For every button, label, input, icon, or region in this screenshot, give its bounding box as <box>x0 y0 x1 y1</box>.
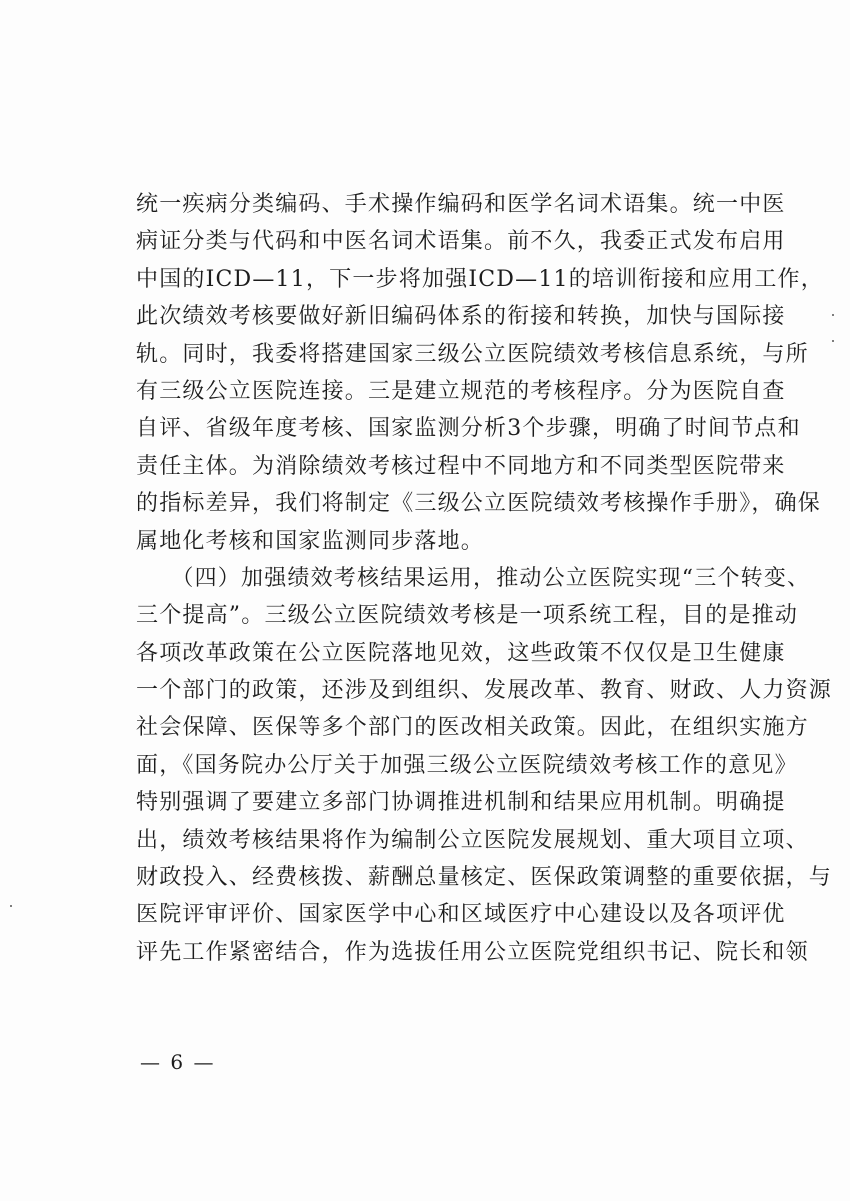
text-line: 三个提高”。三级公立医院绩效考核是一项系统工程，目的是推动 <box>136 603 799 629</box>
text-line: 此次绩效考核要做好新旧编码体系的衔接和转换，加快与国际接 <box>136 304 786 330</box>
text-line: 一个部门的政策，还涉及到组织、发展改革、教育、财政、人力资源 <box>136 678 833 704</box>
text-line: 出，绩效考核结果将作为编制公立医院发展规划、重大项目立项、 <box>136 827 809 853</box>
text-line-section-heading: （四）加强绩效考核结果运用，推动公立医院实现“三个转变、 <box>136 565 811 591</box>
text-line: 特别强调了要建立多部门协调推进机制和结果应用机制。明确提 <box>136 790 786 816</box>
text-line: 中国的ICD—11，下一步将加强ICD—11的培训衔接和应用工作， <box>136 266 824 292</box>
text-line: 有三级公立医院连接。三是建立规范的考核程序。分为医院自查 <box>136 378 786 404</box>
text-line: 自评、省级年度考核、国家监测分析3个步骤，明确了时间节点和 <box>136 416 801 442</box>
text-line: 医院评审评价、国家医学中心和区域医疗中心建设以及各项评优 <box>136 902 786 928</box>
text-line: 病证分类与代码和中医名词术语集。前不久，我委正式发布启用 <box>136 229 786 255</box>
body-text <box>136 186 833 971</box>
text-line: 财政投入、经费核拨、薪酬总量核定、医保政策调整的重要依据，与 <box>136 865 833 891</box>
scan-speck <box>10 905 12 907</box>
page-number: — 6 — <box>140 1050 216 1074</box>
text-line: 轨。同时，我委将搭建国家三级公立医院绩效考核信息系统，与所 <box>136 341 809 367</box>
text-line: 社会保障、医保等多个部门的医改相关政策。因此，在组织实施方 <box>136 715 809 741</box>
text-line: 面，《国务院办公厅关于加强三级公立医院绩效考核工作的意见》 <box>136 752 798 778</box>
scan-speck <box>832 314 834 316</box>
text-line: 评先工作紧密结合，作为选拔任用公立医院党组织书记、院长和领 <box>136 939 809 965</box>
text-line: 统一疾病分类编码、手术操作编码和医学名词术语集。统一中医 <box>136 192 786 217</box>
text-line: 的指标差异，我们将制定《三级公立医院绩效考核操作手册》，确保 <box>136 491 822 517</box>
scan-speck <box>832 340 834 342</box>
text-line: 责任主体。为消除绩效考核过程中不同地方和不同类型医院带来 <box>136 453 786 479</box>
text-line: 各项改革政策在公立医院落地见效，这些政策不仅仅是卫生健康 <box>136 640 786 666</box>
text-line-paragraph-end: 属地化考核和国家监测同步落地。 <box>136 528 485 554</box>
